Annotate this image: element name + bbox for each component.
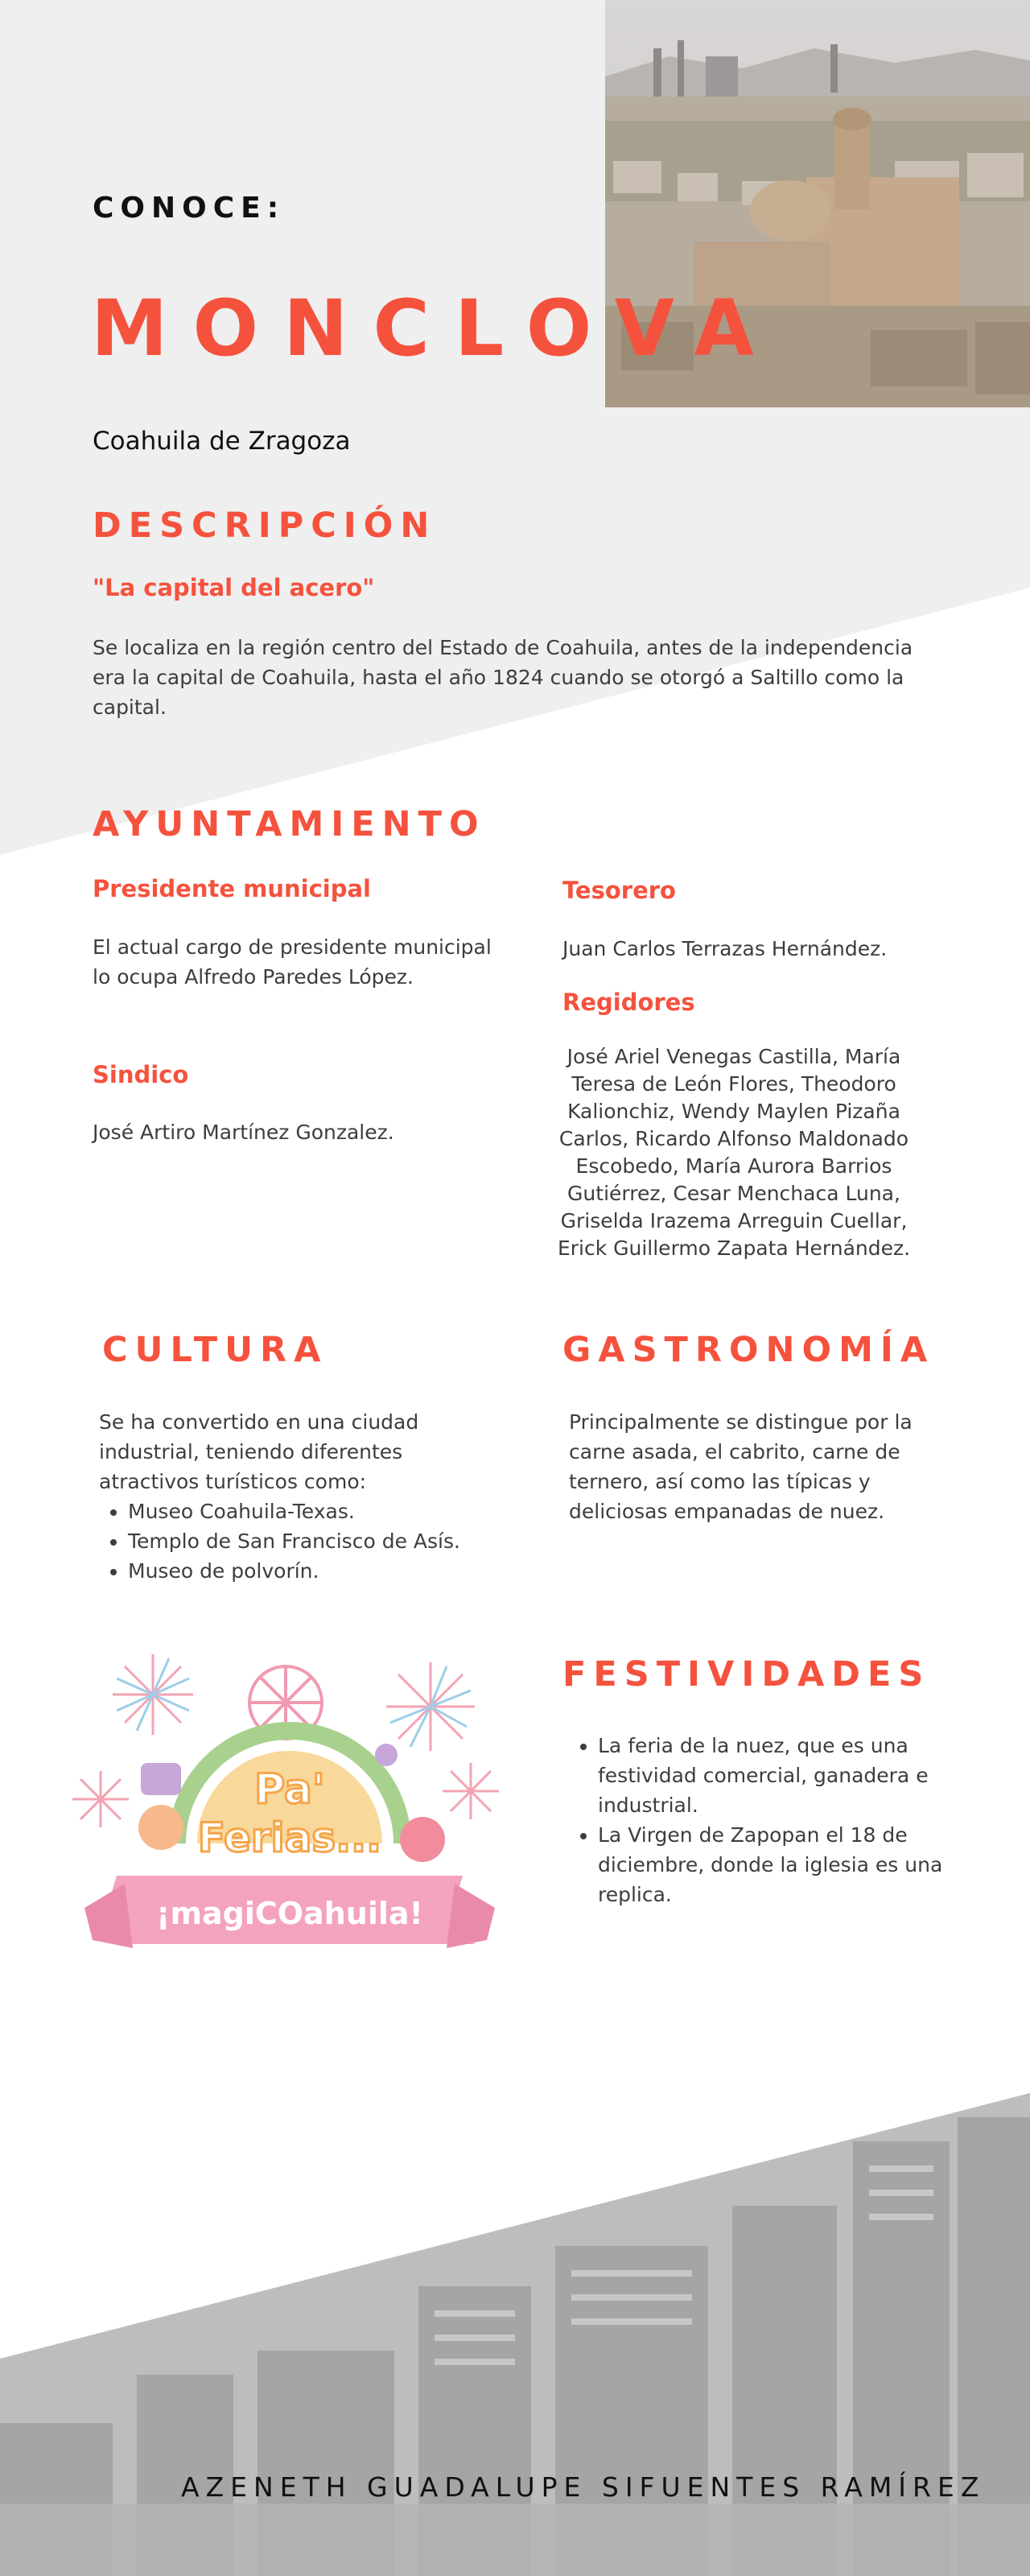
character-icon xyxy=(141,1763,181,1795)
list-item: • La Virgen de Zapopan el 18 de diciembre, donde la iglesia es una replica. xyxy=(598,1820,981,1909)
sindico-text: José Artiro Martínez Gonzalez. xyxy=(93,1121,394,1144)
gastronomia-text: Principalmente se distingue por la carne asada, el cabrito, carne de ternero, así como las típicas y deliciosas empanadas de nuez. xyxy=(569,1410,913,1523)
firework-icon xyxy=(72,1771,129,1827)
regidores-text: José Ariel Venegas Castilla, María Teresa de León Flores, Theodoro Kalionchiz, Wendy Maylen Pizaña Carlos, Ricardo Alfonso Maldonado Escobedo, María Aurora Barrios Gutiérrez, Cesar Menchaca Luna, Griselda Irazema Arreguin Cuellar, Erick Guillermo Zapata Hernández. xyxy=(557,1045,911,1260)
presidente-text: El actual cargo de presidente municipal lo ocupa Alfredo Paredes López. xyxy=(93,935,492,989)
list-item: • Museo Coahuila-Texas. xyxy=(128,1496,503,1526)
state-subtitle: Coahuila de Zragoza xyxy=(93,427,351,456)
festividades-block xyxy=(562,1731,981,1909)
list-item: • La feria de la nuez, que es una festividad comercial, ganadera e industrial. xyxy=(598,1731,981,1820)
regidores-label: Regidores xyxy=(562,989,695,1016)
page-title: MONCLOVA xyxy=(91,283,779,374)
cultura-heading: CULTURA xyxy=(102,1330,328,1370)
grapes-icon xyxy=(375,1744,398,1766)
presidente-label: Presidente municipal xyxy=(93,875,371,902)
list-item: • Templo de San Francisco de Asís. xyxy=(128,1526,503,1556)
logo-text-line2: Ferias... xyxy=(197,1814,382,1861)
sindico-label: Sindico xyxy=(93,1061,189,1088)
drum-icon xyxy=(400,1817,445,1862)
ayuntamiento-heading: AYUNTAMIENTO xyxy=(93,804,486,844)
list-item: • Museo de polvorín. xyxy=(128,1556,503,1586)
festividades-list xyxy=(562,1731,981,1909)
gastronomia-heading: GASTRONOMÍA xyxy=(562,1330,935,1370)
festividades-heading: FESTIVIDADES xyxy=(562,1654,931,1695)
cultura-intro: Se ha convertido en una ciudad industrial, teniendo diferentes atractivos turísticos como: xyxy=(99,1410,419,1493)
descripcion-tagline: "La capital del acero" xyxy=(93,574,375,601)
kicker-label: CONOCE: xyxy=(93,192,286,225)
pa-ferias-logo xyxy=(68,1642,511,1964)
author-name: AZENETH GUADALUPE SIFUENTES RAMÍREZ xyxy=(181,2471,986,2503)
firework-icon xyxy=(443,1763,499,1819)
tesorero-text: Juan Carlos Terrazas Hernández. xyxy=(562,937,888,960)
cultura-list xyxy=(93,1496,503,1586)
logo-banner-text: ¡magiCOahuila! xyxy=(156,1896,423,1931)
tesorero-label: Tesorero xyxy=(562,877,676,904)
cultura-block xyxy=(93,1407,503,1586)
descripcion-text: Se localiza en la región centro del Estado de Coahuila, antes de la independencia era la capital de Coahuila, hasta el año 1824 cuando se otorgó a Saltillo como la capital. xyxy=(93,636,913,719)
descripcion-heading: DESCRIPCIÓN xyxy=(93,506,437,546)
character-icon xyxy=(138,1805,183,1850)
logo-text-line1: Pa' xyxy=(254,1765,325,1814)
